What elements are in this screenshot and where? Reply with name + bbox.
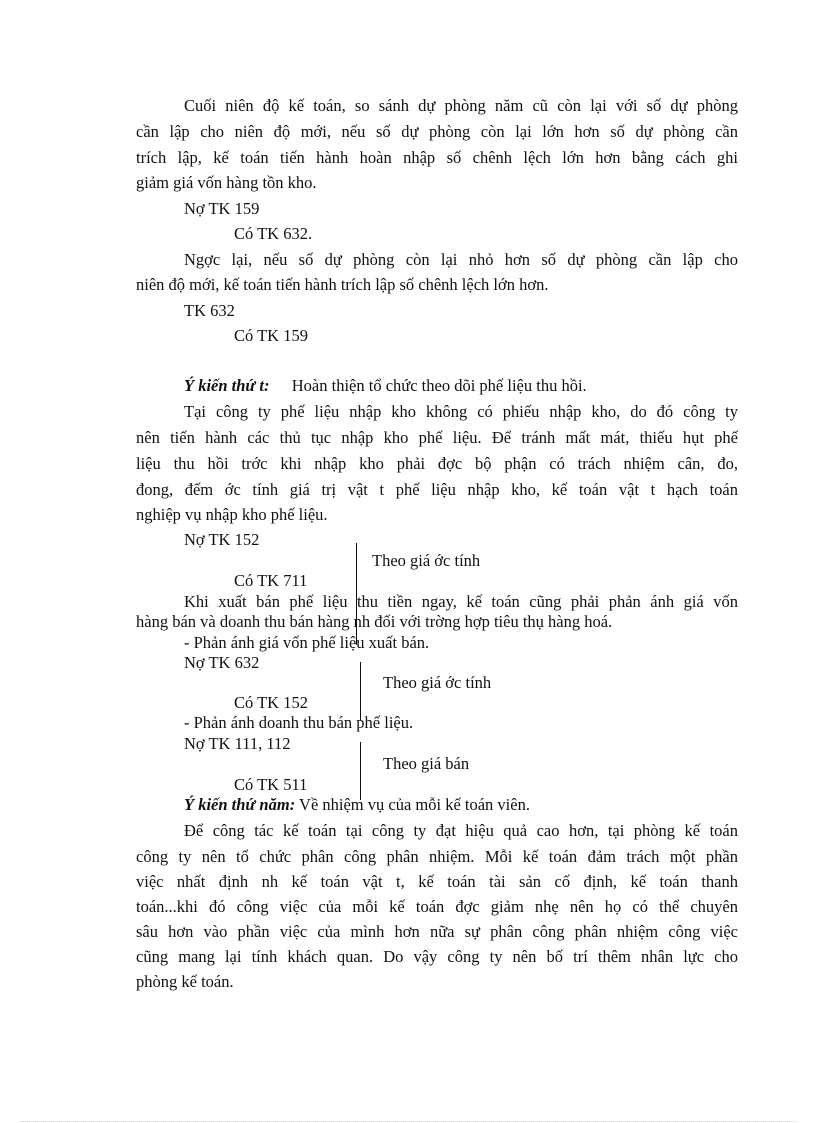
paragraph-line: liệu thu hồi trớc khi nhập kho phải đợc bộ phận có trách nhiệm cân, đo, — [136, 454, 738, 473]
paragraph-line: trích lập, kế toán tiến hành hoàn nhập số chênh lệch lớn hơn bằng cách ghi — [136, 148, 738, 167]
paragraph-line: Cuối niên độ kế toán, so sánh dự phòng năm cũ còn lại với số dự phòng — [184, 96, 738, 115]
paragraph-line: phòng kế toán. — [136, 972, 234, 991]
debit-entry: Nợ TK 632 — [184, 653, 260, 672]
entry-note: Theo giá bán — [383, 754, 470, 773]
section-heading-title: Về nhiệm vụ của mỗi kế toán viên. — [299, 795, 530, 814]
paragraph-line: Tại công ty phế liệu nhập kho không có phiếu nhập kho, do đó công ty — [184, 402, 738, 421]
debit-entry: Nợ TK 152 — [184, 530, 260, 549]
paragraph-line: niên độ mới, kế toán tiến hành trích lập số chênh lệch lớn hơn. — [136, 275, 549, 294]
section-heading — [184, 795, 530, 815]
section-heading-title: Hoàn thiện tổ chức theo dõi phế liệu thu hồi. — [291, 376, 587, 395]
entry-note: Theo giá ớc tính — [372, 551, 481, 570]
paragraph-line: Ngợc lại, nếu số dự phòng còn lại nhỏ hơn số dự phòng cần lập cho — [184, 250, 738, 269]
paragraph-line: đong, đếm ớc tính giá trị vật t phế liệu nhập kho, kế toán vật t hạch toán — [136, 480, 738, 499]
list-item: - Phản ánh doanh thu bán phế liệu. — [184, 713, 414, 732]
section-heading — [184, 376, 587, 396]
paragraph-line: việc nhất định nh kế toán vật t, kế toán tài sản cố định, kế toán thanh — [136, 872, 738, 891]
credit-entry: Có TK 152 — [234, 693, 308, 712]
credit-entry: Có TK 159 — [234, 326, 308, 345]
paragraph-line: cũng mang lại tính khách quan. Do vậy công ty nên bố trí thêm nhân lực cho — [136, 947, 738, 966]
paragraph-line: Khi xuất bán phế liệu thu tiền ngay, kế toán cũng phải phản ánh giá vốn — [184, 592, 738, 611]
paragraph-line: nên tiến hành các thủ tục nhập kho phế liệu. Để tránh mất mát, thiếu hụt phế — [136, 428, 738, 447]
debit-entry: Nợ TK 111, 112 — [184, 734, 291, 753]
paragraph-line: hàng bán và doanh thu bán hàng nh đối với trờng hợp tiêu thụ hàng hoá. — [136, 612, 613, 631]
credit-entry: Có TK 632. — [234, 224, 313, 243]
paragraph-line: công ty nên tổ chức phân công phân nhiệm. Mỗi kế toán đảm trách một phần — [136, 847, 738, 866]
paragraph-line: sâu hơn vào phần việc của mình hơn nữa sự phân công phân nhiệm công việc — [136, 922, 738, 941]
entry-divider — [360, 742, 361, 800]
paragraph-line: Để công tác kế toán tại công ty đạt hiệu quả cao hơn, tại phòng kế toán — [184, 821, 738, 840]
entry-divider — [360, 662, 361, 720]
section-heading-label: Ý kiến thứ năm: — [184, 795, 296, 814]
list-item: - Phản ánh giá vốn phế liệu xuất bán. — [184, 633, 430, 652]
debit-entry: TK 632 — [184, 301, 235, 320]
credit-entry: Có TK 711 — [234, 571, 308, 590]
page-bottom-border — [20, 1121, 796, 1122]
credit-entry: Có TK 511 — [234, 775, 308, 794]
paragraph-line: cần lập cho niên độ mới, nếu số dự phòng còn lại lớn hơn số dự phòng cần — [136, 122, 738, 141]
paragraph-line: giảm giá vốn hàng tồn kho. — [136, 173, 317, 192]
section-heading-label: Ý kiến thứ t: — [184, 376, 270, 395]
debit-entry: Nợ TK 159 — [184, 199, 260, 218]
paragraph-line: toán...khi đó công việc của mỗi kế toán đợc giảm nhẹ nên họ có thể chuyên — [136, 897, 738, 916]
entry-note: Theo giá ớc tính — [383, 673, 492, 692]
paragraph-line: nghiệp vụ nhập kho phế liệu. — [136, 505, 328, 524]
